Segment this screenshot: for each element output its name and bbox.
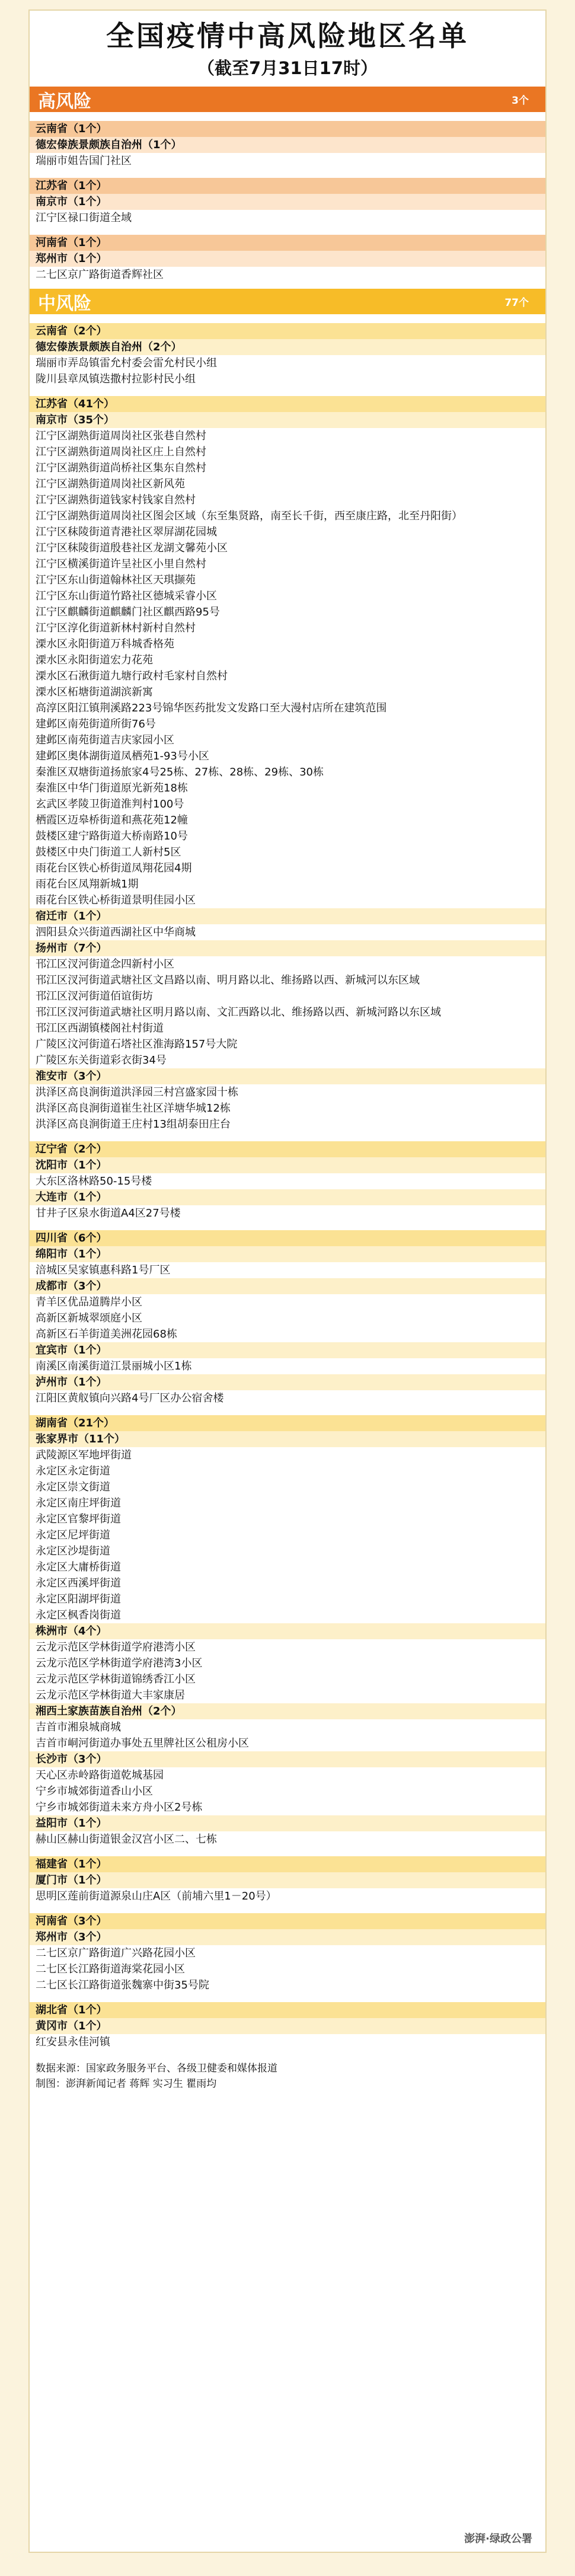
risk-area-item: 云龙示范区学林街道锦绣香江小区 bbox=[36, 1673, 196, 1686]
city-header: 成都市（3个） bbox=[30, 1278, 545, 1294]
risk-area-item: 江宁区湖熟街道尚桥社区集东自然村 bbox=[36, 462, 206, 474]
risk-area-item: 溧水区柘塘街道湖滨新寓 bbox=[36, 686, 153, 698]
city-header: 宜宾市（1个） bbox=[30, 1342, 545, 1358]
risk-area-item: 鼓楼区建宁路街道大桥南路10号 bbox=[36, 830, 188, 842]
risk-area-item: 甘井子区泉水街道A4区27号楼 bbox=[36, 1207, 181, 1220]
province-header: 湖南省（21个） bbox=[30, 1415, 545, 1431]
city-header: 湘西土家族苗族自治州（2个） bbox=[30, 1703, 545, 1719]
province-block bbox=[30, 2002, 545, 2050]
risk-area-item: 邗江区汊河街道佰谊街坊 bbox=[36, 990, 153, 1003]
risk-area-item: 江宁区湖熟街道周岗社区张巷自然村 bbox=[36, 430, 206, 442]
risk-area-item: 大东区洛林路50-15号楼 bbox=[36, 1175, 152, 1188]
risk-area-item: 云龙示范区学林街道学府港湾小区 bbox=[36, 1641, 196, 1654]
city-header: 绵阳市（1个） bbox=[30, 1246, 545, 1262]
risk-area-item: 洪泽区高良涧街道王庄村13组胡泰田庄台 bbox=[36, 1118, 231, 1131]
risk-area-item: 赫山区赫山街道银金汉宫小区二、七栋 bbox=[36, 1833, 217, 1846]
risk-area-item: 玄武区孝陵卫街道淮判村100号 bbox=[36, 798, 184, 810]
chart-credit: 制图：澎湃新闻记者 蒋辉 实习生 瞿雨均 bbox=[36, 2078, 217, 2090]
city-header: 郑州市（1个） bbox=[30, 251, 545, 267]
province-block bbox=[30, 1856, 545, 1904]
risk-area-item: 建邺区南苑街道吉庆家园小区 bbox=[36, 734, 174, 746]
risk-area-item: 宁乡市城郊街道香山小区 bbox=[36, 1785, 153, 1798]
risk-area-item: 永定区阳湖坪街道 bbox=[36, 1593, 121, 1605]
risk-area-item: 宁乡市城郊街道未来方舟小区2号栋 bbox=[36, 1801, 203, 1814]
tier-count: 3个 bbox=[512, 95, 529, 107]
brand-logo: 澎湃·绿政公署 bbox=[464, 2533, 532, 2545]
risk-area-item: 广陵区东关街道彩衣街34号 bbox=[36, 1054, 167, 1067]
risk-area-item: 云龙示范区学林街道大丰家康居 bbox=[36, 1689, 185, 1702]
province-block bbox=[30, 1141, 545, 1221]
risk-area-item: 永定区西溪坪街道 bbox=[36, 1577, 121, 1589]
risk-area-item: 高新区石羊街道美洲花园68栋 bbox=[36, 1328, 177, 1340]
risk-area-item: 雨花台区凤翔新城1期 bbox=[36, 878, 139, 890]
risk-area-item: 吉首市湘泉城商城 bbox=[36, 1721, 121, 1734]
risk-area-item: 永定区大庸桥街道 bbox=[36, 1561, 121, 1573]
risk-area-item: 雨花台区铁心桥街道景明佳园小区 bbox=[36, 894, 196, 906]
city-header: 泸州市（1个） bbox=[30, 1374, 545, 1390]
risk-area-item: 栖霞区迈皋桥街道和燕花苑12幢 bbox=[36, 814, 188, 826]
risk-area-item: 二七区京广路街道广兴路花园小区 bbox=[36, 1947, 196, 1959]
tier-name: 高风险 bbox=[38, 91, 91, 112]
page bbox=[28, 9, 547, 2553]
risk-area-item: 江宁区秣陵街道殷巷社区龙湖文馨苑小区 bbox=[36, 542, 228, 554]
province-header: 云南省（2个） bbox=[30, 323, 545, 339]
risk-area-item: 建邺区南苑街道所街76号 bbox=[36, 718, 156, 730]
risk-area-item: 江宁区湖熟街道周岗社区新风苑 bbox=[36, 478, 185, 490]
risk-area-item: 洪泽区高良涧街道洪泽园三村宫盛家园十栋 bbox=[36, 1086, 238, 1099]
city-header: 大连市（1个） bbox=[30, 1189, 545, 1205]
tier-header bbox=[30, 87, 545, 112]
risk-area-item: 吉首市峒河街道办事处五里牌社区公租房小区 bbox=[36, 1737, 249, 1750]
risk-area-item: 永定区尼坪街道 bbox=[36, 1529, 110, 1541]
risk-area-item: 江宁区东山街道翰林社区天琪撷苑 bbox=[36, 574, 196, 586]
province-header: 江苏省（41个） bbox=[30, 396, 545, 412]
province-block bbox=[30, 235, 545, 283]
risk-area-item: 陇川县章凤镇迭撒村拉影村民小组 bbox=[36, 373, 196, 385]
province-header: 河南省（1个） bbox=[30, 235, 545, 251]
city-header: 南京市（1个） bbox=[30, 194, 545, 210]
province-block bbox=[30, 1913, 545, 1993]
risk-area-item: 雨花台区铁心桥街道凤翔花园4期 bbox=[36, 862, 192, 874]
risk-area-item: 高新区新城翠颂庭小区 bbox=[36, 1312, 142, 1324]
risk-area-item: 江阳区黄舣镇向兴路4号厂区办公宿舍楼 bbox=[36, 1392, 224, 1404]
province-header: 云南省（1个） bbox=[30, 121, 545, 137]
risk-area-item: 永定区沙堤街道 bbox=[36, 1545, 110, 1557]
city-header: 德宏傣族景颇族自治州（1个） bbox=[30, 137, 545, 153]
risk-area-item: 洪泽区高良涧街道崔生社区洋塘华城12栋 bbox=[36, 1102, 231, 1115]
risk-area-item: 二七区长江路街道张魏寨中街35号院 bbox=[36, 1979, 209, 1991]
risk-area-item: 江宁区秣陵街道青港社区翠屏湖花园城 bbox=[36, 526, 217, 538]
city-header: 郑州市（3个） bbox=[30, 1929, 545, 1945]
risk-area-item: 永定区枫香岗街道 bbox=[36, 1609, 121, 1621]
risk-area-item: 江宁区禄口街道全域 bbox=[36, 212, 132, 224]
risk-area-item: 秦淮区双塘街道扬旅家4号25栋、27栋、28栋、29栋、30栋 bbox=[36, 766, 324, 778]
province-header: 江苏省（1个） bbox=[30, 178, 545, 194]
risk-area-item: 江宁区湖熟街道周岗社区庄上自然村 bbox=[36, 446, 206, 458]
risk-tier-high bbox=[30, 87, 545, 283]
risk-area-item: 思明区莲前街道源泉山庄A区（前埔六里1－20号） bbox=[36, 1890, 277, 1903]
province-block bbox=[30, 121, 545, 169]
risk-area-item: 广陵区汶河街道石塔社区淮海路157号大院 bbox=[36, 1038, 238, 1051]
risk-area-item: 天心区赤岭路街道乾城基园 bbox=[36, 1769, 164, 1782]
risk-area-item: 邗江区汊河街道武塘社区文昌路以南、明月路以北、维扬路以西、新城河以东区域 bbox=[36, 974, 420, 987]
province-header: 湖北省（1个） bbox=[30, 2002, 545, 2018]
data-source: 数据来源：国家政务服务平台、各级卫健委和媒体报道 bbox=[36, 2063, 277, 2074]
risk-area-item: 永定区永定街道 bbox=[36, 1465, 110, 1477]
city-header: 扬州市（7个） bbox=[30, 940, 545, 956]
risk-area-item: 青羊区优品道腾岸小区 bbox=[36, 1296, 142, 1308]
risk-area-item: 江宁区东山街道竹路社区德城采睿小区 bbox=[36, 590, 217, 602]
province-header: 河南省（3个） bbox=[30, 1913, 545, 1929]
risk-area-item: 秦淮区中华门街道原光新苑18栋 bbox=[36, 782, 188, 794]
city-header: 沈阳市（1个） bbox=[30, 1157, 545, 1173]
risk-area-item: 溧水区石湫街道九塘行政村毛家村自然村 bbox=[36, 670, 228, 682]
risk-area-item: 瑞丽市姐告国门社区 bbox=[36, 155, 132, 167]
risk-area-item: 溧水区永阳街道万科城香格苑 bbox=[36, 638, 174, 650]
risk-area-item: 涪城区吴家镇惠科路1号厂区 bbox=[36, 1264, 171, 1276]
risk-area-item: 永定区崇文街道 bbox=[36, 1481, 110, 1493]
risk-area-item: 泗阳县众兴街道西湖社区中华商城 bbox=[36, 926, 196, 939]
province-block bbox=[30, 178, 545, 226]
tier-header bbox=[30, 289, 545, 314]
city-header: 黄冈市（1个） bbox=[30, 2018, 545, 2034]
risk-area-item: 江宁区横溪街道许呈社区小里自然村 bbox=[36, 558, 206, 570]
tier-name: 中风险 bbox=[38, 293, 91, 314]
risk-area-item: 南溪区南溪街道江景丽城小区1栋 bbox=[36, 1360, 192, 1372]
risk-area-item: 江宁区麒麟街道麒麟门社区麒西路95号 bbox=[36, 606, 220, 618]
city-header: 德宏傣族景颇族自治州（2个） bbox=[30, 339, 545, 355]
province-header: 福建省（1个） bbox=[30, 1856, 545, 1872]
city-header: 长沙市（3个） bbox=[30, 1751, 545, 1767]
province-block bbox=[30, 323, 545, 387]
risk-area-item: 红安县永佳河镇 bbox=[36, 2036, 110, 2048]
city-header: 张家界市（11个） bbox=[30, 1431, 545, 1447]
risk-area-item: 二七区长江路街道海棠花园小区 bbox=[36, 1963, 185, 1975]
risk-area-item: 二七区京广路街道香辉社区 bbox=[36, 269, 164, 281]
risk-area-item: 永定区官黎坪街道 bbox=[36, 1513, 121, 1525]
city-header: 南京市（35个） bbox=[30, 412, 545, 428]
risk-area-item: 建邺区奥体湖街道凤栖苑1-93号小区 bbox=[36, 750, 209, 762]
risk-area-item: 邗江区西湖镇楼阁社村街道 bbox=[36, 1022, 164, 1035]
risk-area-item: 邗江区汊河街道念四新村小区 bbox=[36, 958, 174, 971]
page-subtitle: （截至7月31日17时） bbox=[197, 58, 378, 78]
city-header: 株洲市（4个） bbox=[30, 1623, 545, 1639]
city-header: 厦门市（1个） bbox=[30, 1872, 545, 1888]
risk-area-item: 溧水区永阳街道宏力花苑 bbox=[36, 654, 153, 666]
risk-tiers bbox=[30, 87, 545, 2050]
risk-tier-mid bbox=[30, 289, 545, 2050]
risk-area-item: 江宁区淳化街道新林村新村自然村 bbox=[36, 622, 196, 634]
province-header: 辽宁省（2个） bbox=[30, 1141, 545, 1157]
footer bbox=[30, 2061, 545, 2092]
risk-area-item: 江宁区湖熟街道钱家村钱家自然村 bbox=[36, 494, 196, 506]
risk-area-item: 瑞丽市弄岛镇雷允村委会雷允村民小组 bbox=[36, 357, 217, 369]
tier-count: 77个 bbox=[504, 297, 529, 309]
province-block bbox=[30, 1415, 545, 1847]
risk-area-item: 江宁区湖熟街道周岗社区图会区域（东至集贤路，南至长千街，西至康庄路，北至丹阳街） bbox=[36, 510, 462, 522]
page-title: 全国疫情中高风险地区名单 bbox=[106, 20, 469, 53]
risk-area-item: 鼓楼区中央门街道工人新村5区 bbox=[36, 846, 181, 858]
city-header: 益阳市（1个） bbox=[30, 1815, 545, 1831]
province-block bbox=[30, 396, 545, 1132]
risk-area-item: 高淳区阳江镇荆溪路223号锦华医药批发文发路口至大漫村店所在建筑范围 bbox=[36, 702, 387, 714]
risk-area-item: 武陵源区军地坪街道 bbox=[36, 1449, 132, 1461]
city-header: 淮安市（3个） bbox=[30, 1068, 545, 1084]
province-header: 四川省（6个） bbox=[30, 1230, 545, 1246]
province-block bbox=[30, 1230, 545, 1406]
risk-area-item: 邗江区汊河街道武塘社区明月路以南、文汇西路以北、维扬路以西、新城河路以东区域 bbox=[36, 1006, 441, 1019]
risk-area-item: 永定区南庄坪街道 bbox=[36, 1497, 121, 1509]
city-header: 宿迁市（1个） bbox=[30, 908, 545, 924]
risk-area-item: 云龙示范区学林街道学府港湾3小区 bbox=[36, 1657, 203, 1670]
